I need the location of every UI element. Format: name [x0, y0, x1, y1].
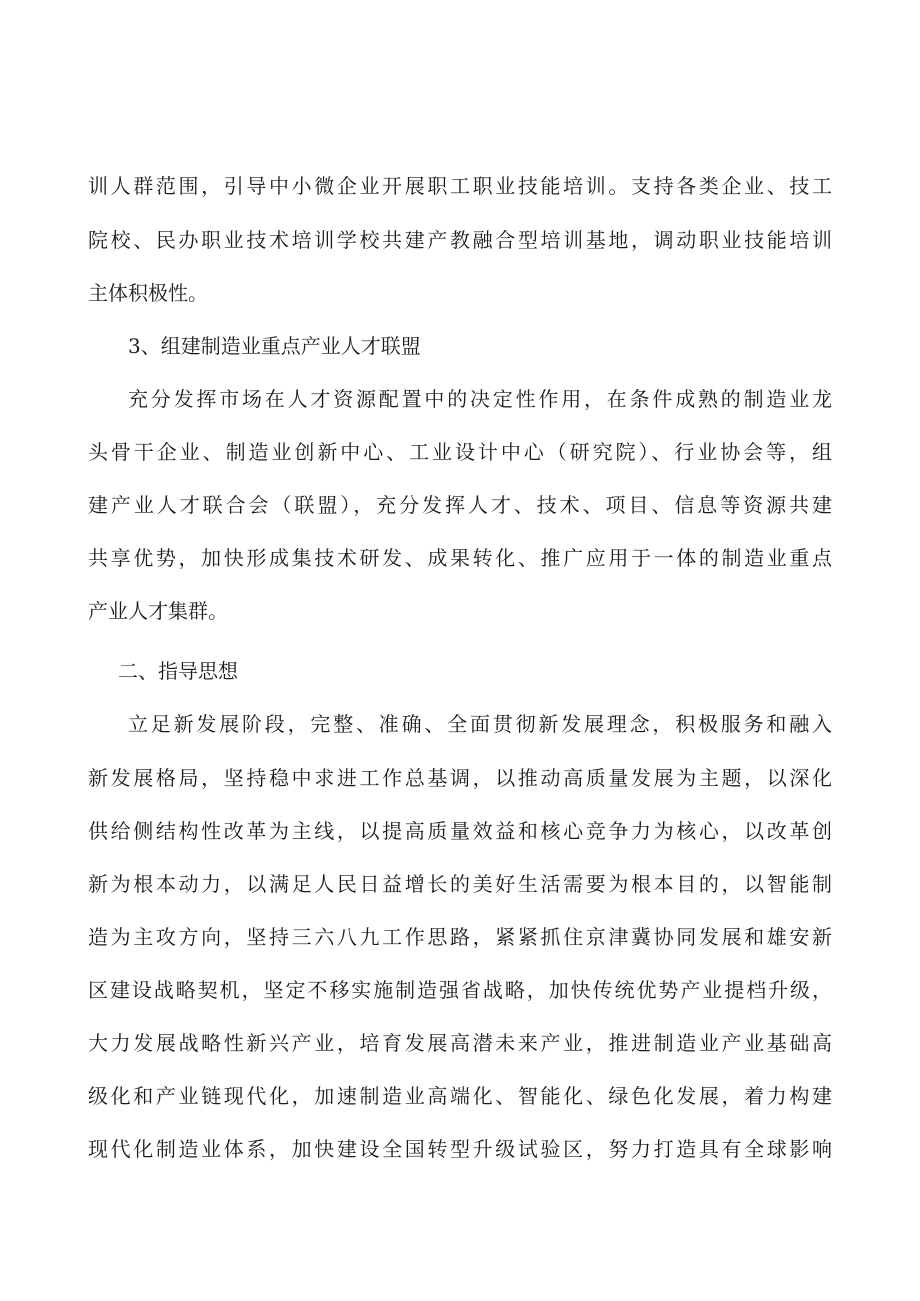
section-2-line-5: 造为主攻方向，坚持三六八九工作思路，紧紧抓住京津冀协同发展和雄安新 — [88, 925, 832, 949]
section-3-line-1: 充分发挥市场在人才资源配置中的决定性作用，在条件成熟的制造业龙 — [128, 387, 832, 411]
section-2-line-2: 新发展格局，坚持稳中求进工作总基调，以推动高质量发展为主题，以深化 — [88, 766, 832, 790]
section-2-line-8: 级化和产业链现代化，加速制造业高端化、智能化、绿色化发展，着力构建 — [88, 1084, 832, 1108]
section-2-line-7: 大力发展战略性新兴产业，培育发展高潜未来产业，推进制造业产业基础高 — [88, 1031, 832, 1055]
section-3-line-4: 共享优势，加快形成集技术研发、成果转化、推广应用于一体的制造业重点 — [88, 546, 832, 570]
intro-line-3: 主体积极性。 — [88, 281, 208, 305]
section-3-line-5: 产业人才集群。 — [88, 599, 228, 623]
section-2-line-6: 区建设战略契机，坚定不移实施制造强省战略，加快传统优势产业提档升级， — [88, 978, 832, 1002]
section-2-heading: 二、指导思想 — [118, 659, 238, 683]
section-3-line-2: 头骨干企业、制造业创新中心、工业设计中心（研究院）、行业协会等，组 — [88, 440, 832, 464]
section-3-heading: 3、组建制造业重点产业人才联盟 — [128, 334, 421, 358]
intro-line-2: 院校、民办职业技术培训学校共建产教融合型培训基地，调动职业技能培训 — [88, 228, 832, 252]
section-3-line-3: 建产业人才联合会（联盟），充分发挥人才、技术、项目、信息等资源共建 — [88, 493, 832, 517]
section-2-line-3: 供给侧结构性改革为主线，以提高质量效益和核心竞争力为核心，以改革创 — [88, 819, 832, 843]
section-2-line-1: 立足新发展阶段，完整、准确、全面贯彻新发展理念，积极服务和融入 — [128, 712, 832, 736]
section-2-line-9: 现代化制造业体系，加快建设全国转型升级试验区，努力打造具有全球影响 — [88, 1137, 832, 1161]
section-2-line-4: 新为根本动力，以满足人民日益增长的美好生活需要为根本目的，以智能制 — [88, 872, 832, 896]
intro-line-1: 训人群范围，引导中小微企业开展职工职业技能培训。支持各类企业、技工 — [88, 174, 832, 198]
